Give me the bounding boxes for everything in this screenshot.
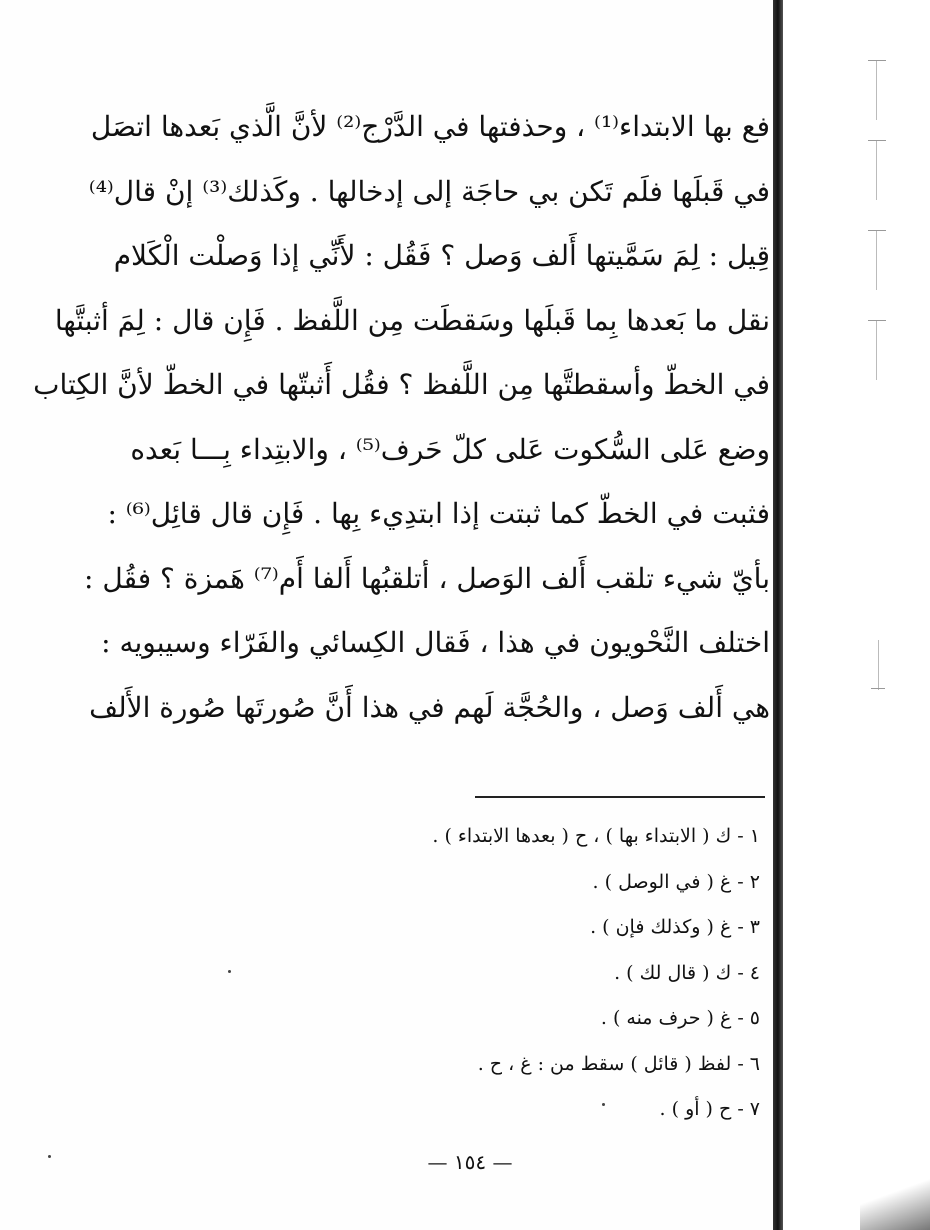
facing-page-edge <box>783 0 930 1230</box>
text-line: وضع عَلى السُّكوت عَلى كلّ حَرف⁽⁵⁾ ، والابتِداء بِـــا بَعده <box>130 432 770 466</box>
footnote-divider <box>475 796 765 798</box>
footnote-item: ٤ - ك ( قال لك ) . <box>614 961 760 984</box>
footnote-item: ٣ - غ ( وكذلك فإن ) . <box>590 916 760 938</box>
scan-speck <box>228 970 231 973</box>
page-corner-shadow <box>860 1170 930 1230</box>
text-line: هي أَلف وَصل ، والحُجَّة لَهم في هذا أَنَّ صُورتَها صُورة الأَلف <box>89 690 770 724</box>
scan-speck <box>48 1155 51 1158</box>
text-line: قِيل : لِمَ سَمَّيتها أَلف وَصل ؟ فَقُل : لأَنِّي إذا وَصلْت الْكَلام <box>113 239 770 272</box>
main-text <box>33 95 770 740</box>
text-line: في الخطّ وأسقطتَّها مِن اللَّفظ ؟ فقُل أَثبتّها في الخطّ لأنَّ الكِتاب <box>33 368 770 401</box>
footnote-item: ٥ - غ ( حرف منه ) . <box>600 1007 760 1029</box>
text-line: فثبت في الخطّ كما ثبتت إذا ابتدِيء بِها . فَإِن قال قائِل⁽⁶⁾ : <box>107 497 770 530</box>
footnote-item: ٢ - غ ( في الوصل ) . <box>592 870 760 893</box>
text-line: فع بها الابتداء⁽¹⁾ ، وحذفتها في الدَّرْج⁽²⁾ لأنَّ الَّذي بَعدها اتصَل <box>90 110 770 143</box>
text-line: بأيّ شيء تلقب أَلف الوَصل ، أتلقبُها أَلفا أَم⁽⁷⁾ هَمزة ؟ فقُل : <box>84 561 770 595</box>
text-line: اختلف النَّحْويون في هذا ، فَقال الكِسائي والفَرّاء وسيبويه : <box>101 626 770 659</box>
text-line: في قَبلَها فلَم تَكن بي حاجَة إلى إدخالها . وكَذلك⁽³⁾ إنْ قال⁽⁴⁾ <box>88 174 770 208</box>
footnote-item: ٧ - ح ( أو ) . <box>659 1098 760 1120</box>
footnote-item: ٦ - لفظ ( قائل ) سقط من : غ ، ح . <box>477 1052 760 1075</box>
footnotes <box>340 814 760 1133</box>
page-number: — ١٥٤ — <box>427 1150 513 1174</box>
footnote-item: ١ - ك ( الابتداء بها ) ، ح ( بعدها الابتداء ) . <box>432 825 760 847</box>
book-binding-shadow <box>773 0 783 1230</box>
scan-speck <box>602 1103 605 1106</box>
text-line: نقل ما بَعدها بِما قَبلَها وسَقطَت مِن اللَّفظ . فَإِن قال : لِمَ أثبتَّها <box>54 303 770 337</box>
